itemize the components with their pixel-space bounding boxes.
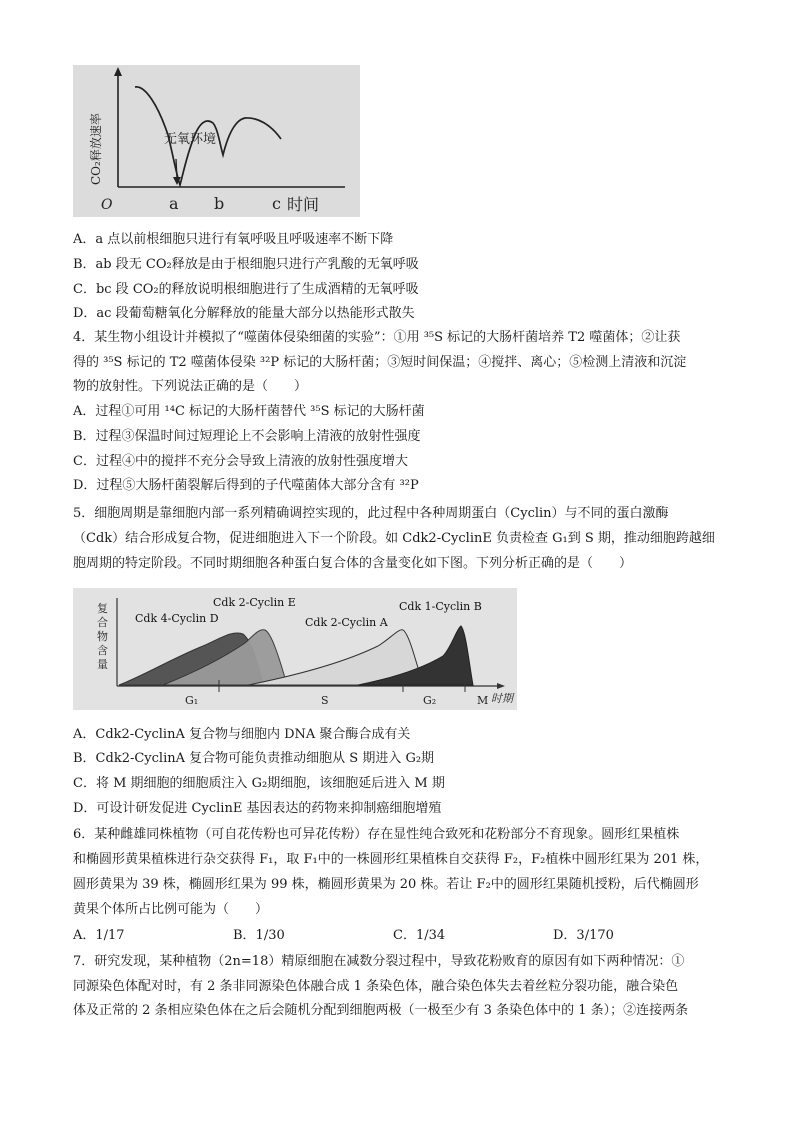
x-axis-arrow <box>497 683 505 689</box>
label-cdk4-cyclind: Cdk 4-Cyclin D <box>135 612 219 625</box>
phase-g2: G₂ <box>423 694 437 707</box>
figure-cdk-cyclin <box>73 588 517 710</box>
y-axis-label-1: 复 <box>97 602 108 615</box>
annotation-text: 无氧环境 <box>164 132 217 147</box>
q3-option-a: A．a 点以前根细胞只进行有氧呼吸且呼吸速率不断下降 <box>73 232 394 247</box>
q4-option-c: C．过程④中的搅拌不充分会导致上清液的放射性强度增大 <box>73 454 408 469</box>
q5-option-b: B．Cdk2-CyclinA 复合物可能负责推动细胞从 S 期进入 G₂期 <box>73 751 435 766</box>
q4-option-a: A．过程①可用 ¹⁴C 标记的大肠杆菌替代 ³⁵S 标记的大肠杆菌 <box>73 404 425 419</box>
q3-option-d: D．ac 段葡萄糖氧化分解释放的能量大部分以热能形式散失 <box>73 306 415 321</box>
y-axis-label-2: 合 <box>97 616 108 629</box>
q6-stem-line-3: 圆形黄果为 39 株，椭圆形红果为 99 株，椭圆形黄果为 20 株。若让 F₂中的圆形红果随机授粉，后代椭圆形 <box>73 877 699 892</box>
label-cdk1-cyclinb: Cdk 1-Cyclin B <box>399 600 482 613</box>
figure-co2-curve <box>73 65 360 217</box>
q6-option-c: C．1/34 <box>393 928 446 943</box>
q7-stem-line-2: 同源染色体配对时，有 2 条非同源染色体融合成 1 条染色体，融合染色体失去着丝粒分裂功能，融合染色 <box>73 979 679 994</box>
y-axis-label-4: 含 <box>97 644 108 657</box>
arrow-line <box>176 159 177 179</box>
q4-stem-line-1: 4．某生物小组设计并模拟了“噬菌体侵染细菌的实验”：①用 ³⁵S 标记的大肠杆菌培养 T2 噬菌体；②让获 <box>73 330 681 345</box>
q4-stem-line-2: 得的 ³⁵S 标记的 T2 噬菌体侵染 ³²P 标记的大肠杆菌；③短时间保温；④搅拌、离心；⑤检测上清液和沉淀 <box>73 355 687 370</box>
y-axis-arrow <box>114 67 122 76</box>
q6-stem-line-2: 和椭圆形黄果植株进行杂交获得 F₁，取 F₁中的一株圆形红果植株自交获得 F₂，F₂植株中圆形红果为 201 株， <box>73 852 709 867</box>
q7-stem-line-1: 7．研究发现，某种植物（2n=18）精原细胞在减数分裂过程中，导致花粉败育的原因有如下两种情况：① <box>73 954 685 969</box>
q5-stem-line-3: 胞周期的特定阶段。不同时期细胞各种蛋白复合体的含量变化如下图。下列分析正确的是（ ） <box>73 556 633 571</box>
q5-option-c: C．将 M 期细胞的细胞质注入 G₂期细胞，该细胞延后进入 M 期 <box>73 776 445 791</box>
x-axis-label: 时间 <box>287 195 320 214</box>
phase-g1: G₁ <box>185 694 199 707</box>
tick-a: a <box>169 194 179 213</box>
phase-m: M <box>477 694 489 707</box>
label-cdk2-cyclina: Cdk 2-Cyclin A <box>305 616 388 629</box>
x-axis-label: 时期 <box>491 692 513 705</box>
q6-options <box>73 927 713 945</box>
q5-stem-line-2: （Cdk）结合形成复合物，促进细胞进入下一个阶段。如 Cdk2-CyclinE 负责检查 G₁到 S 期，推动细胞跨越细 <box>73 531 715 546</box>
label-cdk2-cycline: Cdk 2-Cyclin E <box>213 596 296 609</box>
q4-option-b: B．过程③保温时间过短理论上不会影响上清液的放射性强度 <box>73 429 421 444</box>
origin-label: O <box>101 197 113 213</box>
q5-option-d: D．可设计研发促进 CyclinE 基因表达的药物来抑制癌细胞增殖 <box>73 801 442 816</box>
phase-s: S <box>321 694 329 707</box>
q6-stem-line-4: 黄果个体所占比例可能为（ ） <box>73 902 269 917</box>
q5-stem-line-1: 5．细胞周期是靠细胞内部一系列精确调控实现的，此过程中各种周期蛋白（Cyclin）与不同的蛋白激酶 <box>73 506 669 521</box>
y-axis-label-3: 物 <box>97 630 108 643</box>
q3-option-c: C．bc 段 CO₂的释放说明根细胞进行了生成酒精的无氧呼吸 <box>73 282 419 297</box>
q6-option-b: B．1/30 <box>233 928 285 943</box>
q4-option-d: D．过程⑤大肠杆菌裂解后得到的子代噬菌体大部分含有 ³²P <box>73 478 419 493</box>
q7-stem-line-3: 体及正常的 2 条相应染色体在之后会随机分配到细胞两极（一极至少有 3 条染色体中的 1 条）；②连接两条 <box>73 1003 689 1018</box>
q6-option-d: D．3/170 <box>553 928 614 943</box>
y-axis-label-5: 量 <box>97 658 108 671</box>
q3-option-b: B．ab 段无 CO₂释放是由于根细胞只进行产乳酸的无氧呼吸 <box>73 257 419 272</box>
q4-stem-line-3: 物的放射性。下列说法正确的是（ ） <box>73 379 308 394</box>
q6-stem-line-1: 6．某种雌雄同株植物（可自花传粉也可异花传粉）存在显性纯合致死和花粉部分不育现象。圆形红果植株 <box>73 827 680 842</box>
tick-b: b <box>214 194 225 213</box>
q6-option-a: A．1/17 <box>73 928 125 943</box>
y-axis-label: CO₂释放速率 <box>89 113 103 185</box>
q5-option-a: A．Cdk2-CyclinA 复合物与细胞内 DNA 聚合酶合成有关 <box>73 727 411 742</box>
tick-c: c <box>272 194 281 213</box>
